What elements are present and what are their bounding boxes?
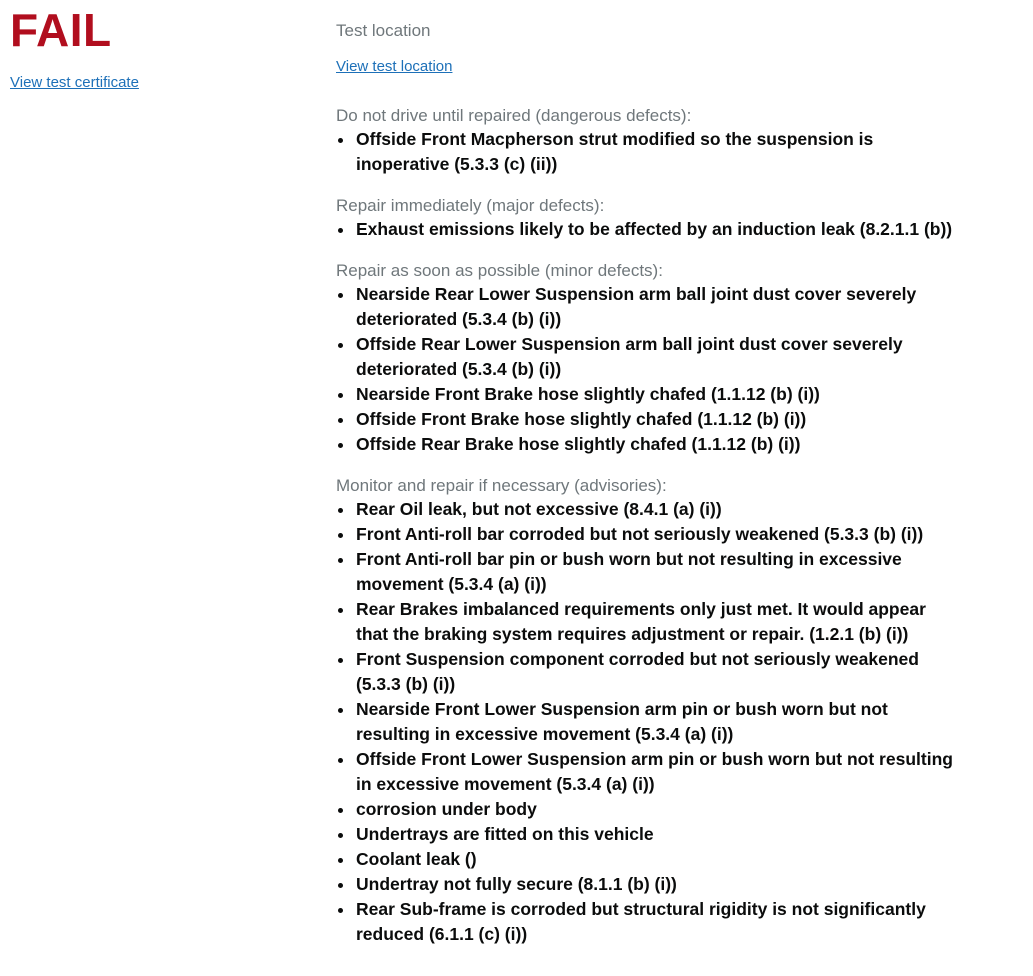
defect-groups xyxy=(336,102,996,947)
defect-item: Coolant leak () xyxy=(336,847,956,872)
defect-item: Rear Sub-frame is corroded but structural rigidity is not significantly reduced (6.1.1 (c) (i)) xyxy=(336,897,956,947)
defect-item: Rear Oil leak, but not excessive (8.4.1 (a) (i)) xyxy=(336,497,956,522)
defect-item: Offside Rear Brake hose slightly chafed (1.1.12 (b) (i)) xyxy=(336,432,956,457)
view-test-location-link[interactable]: View test location xyxy=(336,58,453,75)
defect-item: Nearside Rear Lower Suspension arm ball joint dust cover severely deteriorated (5.3.4 (b) (i)) xyxy=(336,282,956,332)
defect-group-heading: Do not drive until repaired (dangerous defects): xyxy=(336,106,692,125)
defect-item: Exhaust emissions likely to be affected by an induction leak (8.2.1.1 (b)) xyxy=(336,217,956,242)
defect-item: Front Suspension component corroded but not seriously weakened (5.3.3 (b) (i)) xyxy=(336,647,956,697)
defect-item: Nearside Front Brake hose slightly chafed (1.1.12 (b) (i)) xyxy=(336,382,956,407)
test-details xyxy=(336,0,996,947)
defect-item: Offside Front Brake hose slightly chafed (1.1.12 (b) (i)) xyxy=(336,407,956,432)
defect-group-advisories xyxy=(336,472,996,947)
test-location-heading: Test location xyxy=(336,21,431,40)
defect-group-minor-defects xyxy=(336,257,996,457)
defect-item: Nearside Front Lower Suspension arm pin or bush worn but not resulting in excessive movement (5.3.4 (a) (i)) xyxy=(336,697,956,747)
defect-list xyxy=(336,127,996,177)
defect-item: Undertray not fully secure (8.1.1 (b) (i)) xyxy=(336,872,956,897)
view-test-certificate-link[interactable]: View test certificate xyxy=(10,74,139,91)
defect-group-heading: Repair immediately (major defects): xyxy=(336,196,605,215)
defect-list xyxy=(336,217,996,242)
defect-item: Undertrays are fitted on this vehicle xyxy=(336,822,956,847)
defect-group-major-defects xyxy=(336,192,996,242)
defect-item: Offside Rear Lower Suspension arm ball joint dust cover severely deteriorated (5.3.4 (b) (i)) xyxy=(336,332,956,382)
defect-item: Rear Brakes imbalanced requirements only just met. It would appear that the braking system requires adjustment or repair. (1.2.1 (b) (i)) xyxy=(336,597,956,647)
defect-item: Offside Front Lower Suspension arm pin or bush worn but not resulting in excessive movement (5.3.4 (a) (i)) xyxy=(336,747,956,797)
defect-list xyxy=(336,282,996,457)
result-panel xyxy=(10,0,310,92)
defect-group-heading: Monitor and repair if necessary (advisories): xyxy=(336,476,667,495)
test-result-status: FAIL xyxy=(10,4,112,56)
defect-list xyxy=(336,497,996,947)
defect-item: Front Anti-roll bar corroded but not seriously weakened (5.3.3 (b) (i)) xyxy=(336,522,956,547)
defect-item: corrosion under body xyxy=(336,797,956,822)
defect-group-heading: Repair as soon as possible (minor defects): xyxy=(336,261,663,280)
defect-item: Front Anti-roll bar pin or bush worn but not resulting in excessive movement (5.3.4 (a) (i)) xyxy=(336,547,956,597)
defect-item: Offside Front Macpherson strut modified so the suspension is inoperative (5.3.3 (c) (ii)) xyxy=(336,127,956,177)
defect-group-dangerous-defects xyxy=(336,102,996,177)
